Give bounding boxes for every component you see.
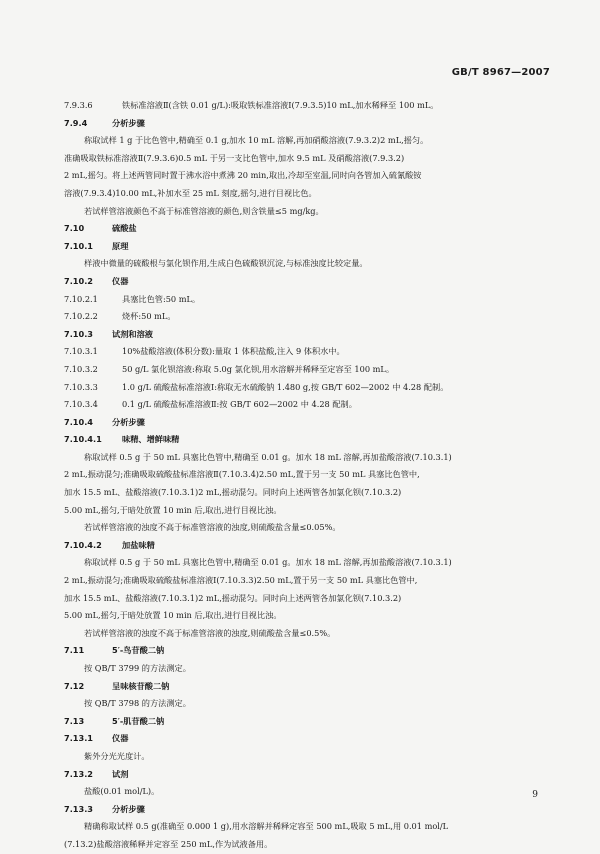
section-line xyxy=(64,220,540,238)
line-text: 称取试样 0.5 g 于 50 mL 具塞比色管中,精确至 0.01 g。加水 18 mL 溶解,再加盐酸溶液(7.10.3.1) xyxy=(84,557,452,568)
section-line xyxy=(64,537,540,555)
line-text: 仪器 xyxy=(112,733,129,744)
section-number: 7.10.3 xyxy=(64,328,94,339)
section-line xyxy=(64,678,540,696)
line-text: 若试样管溶液的浊度不高于标准管溶液的浊度,则硫酸盐含量≤0.5%。 xyxy=(84,627,336,638)
section-line xyxy=(64,343,540,361)
line-text: 加盐味精 xyxy=(122,539,155,550)
text-line xyxy=(64,185,540,203)
section-line xyxy=(64,730,540,748)
line-text: 试剂和溶液 xyxy=(112,328,153,339)
section-line xyxy=(64,238,540,256)
line-text: (7.13.2)盐酸溶液稀释并定容至 250 mL,作为试液备用。 xyxy=(64,838,273,849)
line-text: 5.00 mL,摇匀,于暗处放置 10 min 后,取出,进行目视比浊。 xyxy=(64,610,282,621)
line-text: 若试样管溶液颜色不高于标准管溶液的颜色,则含铁量≤5 mg/kg。 xyxy=(84,205,324,216)
section-line xyxy=(64,308,540,326)
text-line xyxy=(64,572,540,590)
line-text: 呈味核苷酸二钠 xyxy=(112,680,170,691)
text-line xyxy=(64,660,540,678)
text-line xyxy=(64,783,540,801)
line-text: 5′-肌苷酸二钠 xyxy=(112,715,165,726)
section-number: 7.10.3.3 xyxy=(64,381,98,392)
section-line xyxy=(64,766,540,784)
text-line xyxy=(64,167,540,185)
line-text: 烧杯:50 mL。 xyxy=(122,311,176,322)
text-line xyxy=(64,449,540,467)
line-text: 按 QB/T 3798 的方法测定。 xyxy=(84,698,191,709)
text-line xyxy=(64,607,540,625)
line-text: 10%盐酸溶液(体积分数):量取 1 体积盐酸,注入 9 体积水中。 xyxy=(122,346,345,357)
section-number: 7.13.1 xyxy=(64,733,94,744)
section-line xyxy=(64,97,540,115)
text-line xyxy=(64,836,540,854)
section-line xyxy=(64,642,540,660)
section-number: 7.13.2 xyxy=(64,768,94,779)
line-text: 具塞比色管:50 mL。 xyxy=(122,293,201,304)
section-line xyxy=(64,713,540,731)
section-number: 7.10.2.2 xyxy=(64,311,98,322)
line-text: 硫酸盐 xyxy=(112,223,137,234)
section-number: 7.11 xyxy=(64,645,85,656)
section-number: 7.10.4 xyxy=(64,416,94,427)
line-text: 若试样管溶液的浊度不高于标准管溶液的浊度,则硫酸盐含量≤0.05%。 xyxy=(84,522,341,533)
line-text: 2 mL,摇匀。将上述两管同时置于沸水浴中煮沸 20 min,取出,冷却至室温,同时向各管加入硫氰酸铵 xyxy=(64,170,422,181)
line-text: 加水 15.5 mL、盐酸溶液(7.10.3.1)2 mL,摇动混匀。同时向上述两管各加氯化钡(7.10.3.2) xyxy=(64,592,402,603)
section-number: 7.13.3 xyxy=(64,803,94,814)
line-text: 试剂 xyxy=(112,768,129,779)
line-text: 铁标准溶液Ⅱ(含铁 0.01 g/L):吸取铁标准溶液Ⅰ(7.9.3.5)10 mL,加水稀释至 100 mL。 xyxy=(122,100,439,110)
text-line xyxy=(64,818,540,836)
line-text: 0.1 g/L 硫酸盐标准溶液Ⅱ:按 GB/T 602—2002 中 4.28 配制。 xyxy=(122,399,357,410)
section-number: 7.9.3.6 xyxy=(64,100,93,110)
section-number: 7.12 xyxy=(64,680,85,691)
line-text: 5.00 mL,摇匀,于暗处放置 10 min 后,取出,进行目视比浊。 xyxy=(64,504,282,515)
line-text: 加水 15.5 mL、盐酸溶液(7.10.3.1)2 mL,摇动混匀。同时向上述两管各加氯化钡(7.10.3.2) xyxy=(64,487,402,498)
section-number: 7.10.3.1 xyxy=(64,346,98,357)
text-line xyxy=(64,132,540,150)
text-line xyxy=(64,255,540,273)
line-text: 溶液(7.9.3.4)10.00 mL,补加水至 25 mL 刻度,摇匀,进行目视比色。 xyxy=(64,187,317,198)
section-line xyxy=(64,431,540,449)
line-text: 5′-鸟苷酸二钠 xyxy=(112,645,165,656)
section-number: 7.10 xyxy=(64,223,85,234)
page-number: 9 xyxy=(532,790,538,800)
section-line xyxy=(64,273,540,291)
section-number: 7.9.4 xyxy=(64,117,88,128)
text-line xyxy=(64,203,540,221)
line-text: 2 mL,振动混匀;准确吸取硫酸盐标准溶液Ⅰ(7.10.3.3)2.50 mL,置于另一支 50 mL 具塞比色管中, xyxy=(64,575,418,586)
section-line xyxy=(64,396,540,414)
line-text: 准确吸取铁标准溶液Ⅱ(7.9.3.6)0.5 mL 于另一支比色管中,加水 9.5 mL 及硝酸溶液(7.9.3.2) xyxy=(64,152,405,163)
section-line xyxy=(64,291,540,309)
line-text: 原理 xyxy=(112,240,129,251)
text-line xyxy=(64,519,540,537)
line-text: 精确称取试样 0.5 g(准确至 0.000 1 g),用水溶解并稀释定容至 500 mL,吸取 5 mL,用 0.01 mol/L xyxy=(84,821,449,832)
section-number: 7.10.4.2 xyxy=(64,539,102,550)
line-text: 按 QB/T 3799 的方法测定。 xyxy=(84,663,191,673)
section-line xyxy=(64,414,540,432)
section-number: 7.10.2 xyxy=(64,275,94,286)
line-text: 2 mL,振动混匀;准确吸取硫酸盐标准溶液Ⅱ(7.10.3.4)2.50 mL,置于另一支 50 mL 具塞比色管中, xyxy=(64,469,420,480)
standard-number: GB/T 8967—2007 xyxy=(451,67,550,78)
section-line xyxy=(64,801,540,819)
section-number: 7.10.2.1 xyxy=(64,293,98,304)
section-number: 7.10.1 xyxy=(64,240,94,251)
text-line xyxy=(64,502,540,520)
document-body xyxy=(64,97,540,854)
text-line xyxy=(64,466,540,484)
section-line xyxy=(64,326,540,344)
line-text: 盐酸(0.01 mol/L)。 xyxy=(84,786,160,797)
line-text: 样液中微量的硫酸根与氯化钡作用,生成白色硫酸钡沉淀,与标准浊度比较定量。 xyxy=(84,258,368,269)
line-text: 分析步骤 xyxy=(112,803,145,814)
text-line xyxy=(64,554,540,572)
line-text: 1.0 g/L 硫酸盐标准溶液Ⅰ:称取无水硫酸钠 1.480 g,按 GB/T 602—2002 中 4.28 配制。 xyxy=(122,381,449,392)
section-line xyxy=(64,361,540,379)
section-number: 7.10.3.2 xyxy=(64,363,98,374)
line-text: 紫外分光光度计。 xyxy=(84,750,150,761)
text-line xyxy=(64,748,540,766)
section-number: 7.10.4.1 xyxy=(64,434,102,445)
line-text: 50 g/L 氯化钡溶液:称取 5.0g 氯化钡,用水溶解并稀释至定容至 100 mL。 xyxy=(122,363,395,374)
text-line xyxy=(64,695,540,713)
text-line xyxy=(64,484,540,502)
text-line xyxy=(64,150,540,168)
line-text: 味精、增鲜味精 xyxy=(122,434,180,445)
section-line xyxy=(64,379,540,397)
line-text: 分析步骤 xyxy=(112,117,145,128)
section-line xyxy=(64,115,540,133)
line-text: 称取试样 1 g 于比色管中,精确至 0.1 g,加水 10 mL 溶解,再加硝酸溶液(7.9.3.2)2 mL,摇匀。 xyxy=(84,135,429,146)
line-text: 分析步骤 xyxy=(112,416,145,427)
text-line xyxy=(64,590,540,608)
section-number: 7.13 xyxy=(64,715,85,726)
line-text: 称取试样 0.5 g 于 50 mL 具塞比色管中,精确至 0.01 g。加水 18 mL 溶解,再加盐酸溶液(7.10.3.1) xyxy=(84,451,452,462)
section-number: 7.10.3.4 xyxy=(64,399,98,410)
text-line xyxy=(64,625,540,643)
line-text: 仪器 xyxy=(112,275,129,286)
